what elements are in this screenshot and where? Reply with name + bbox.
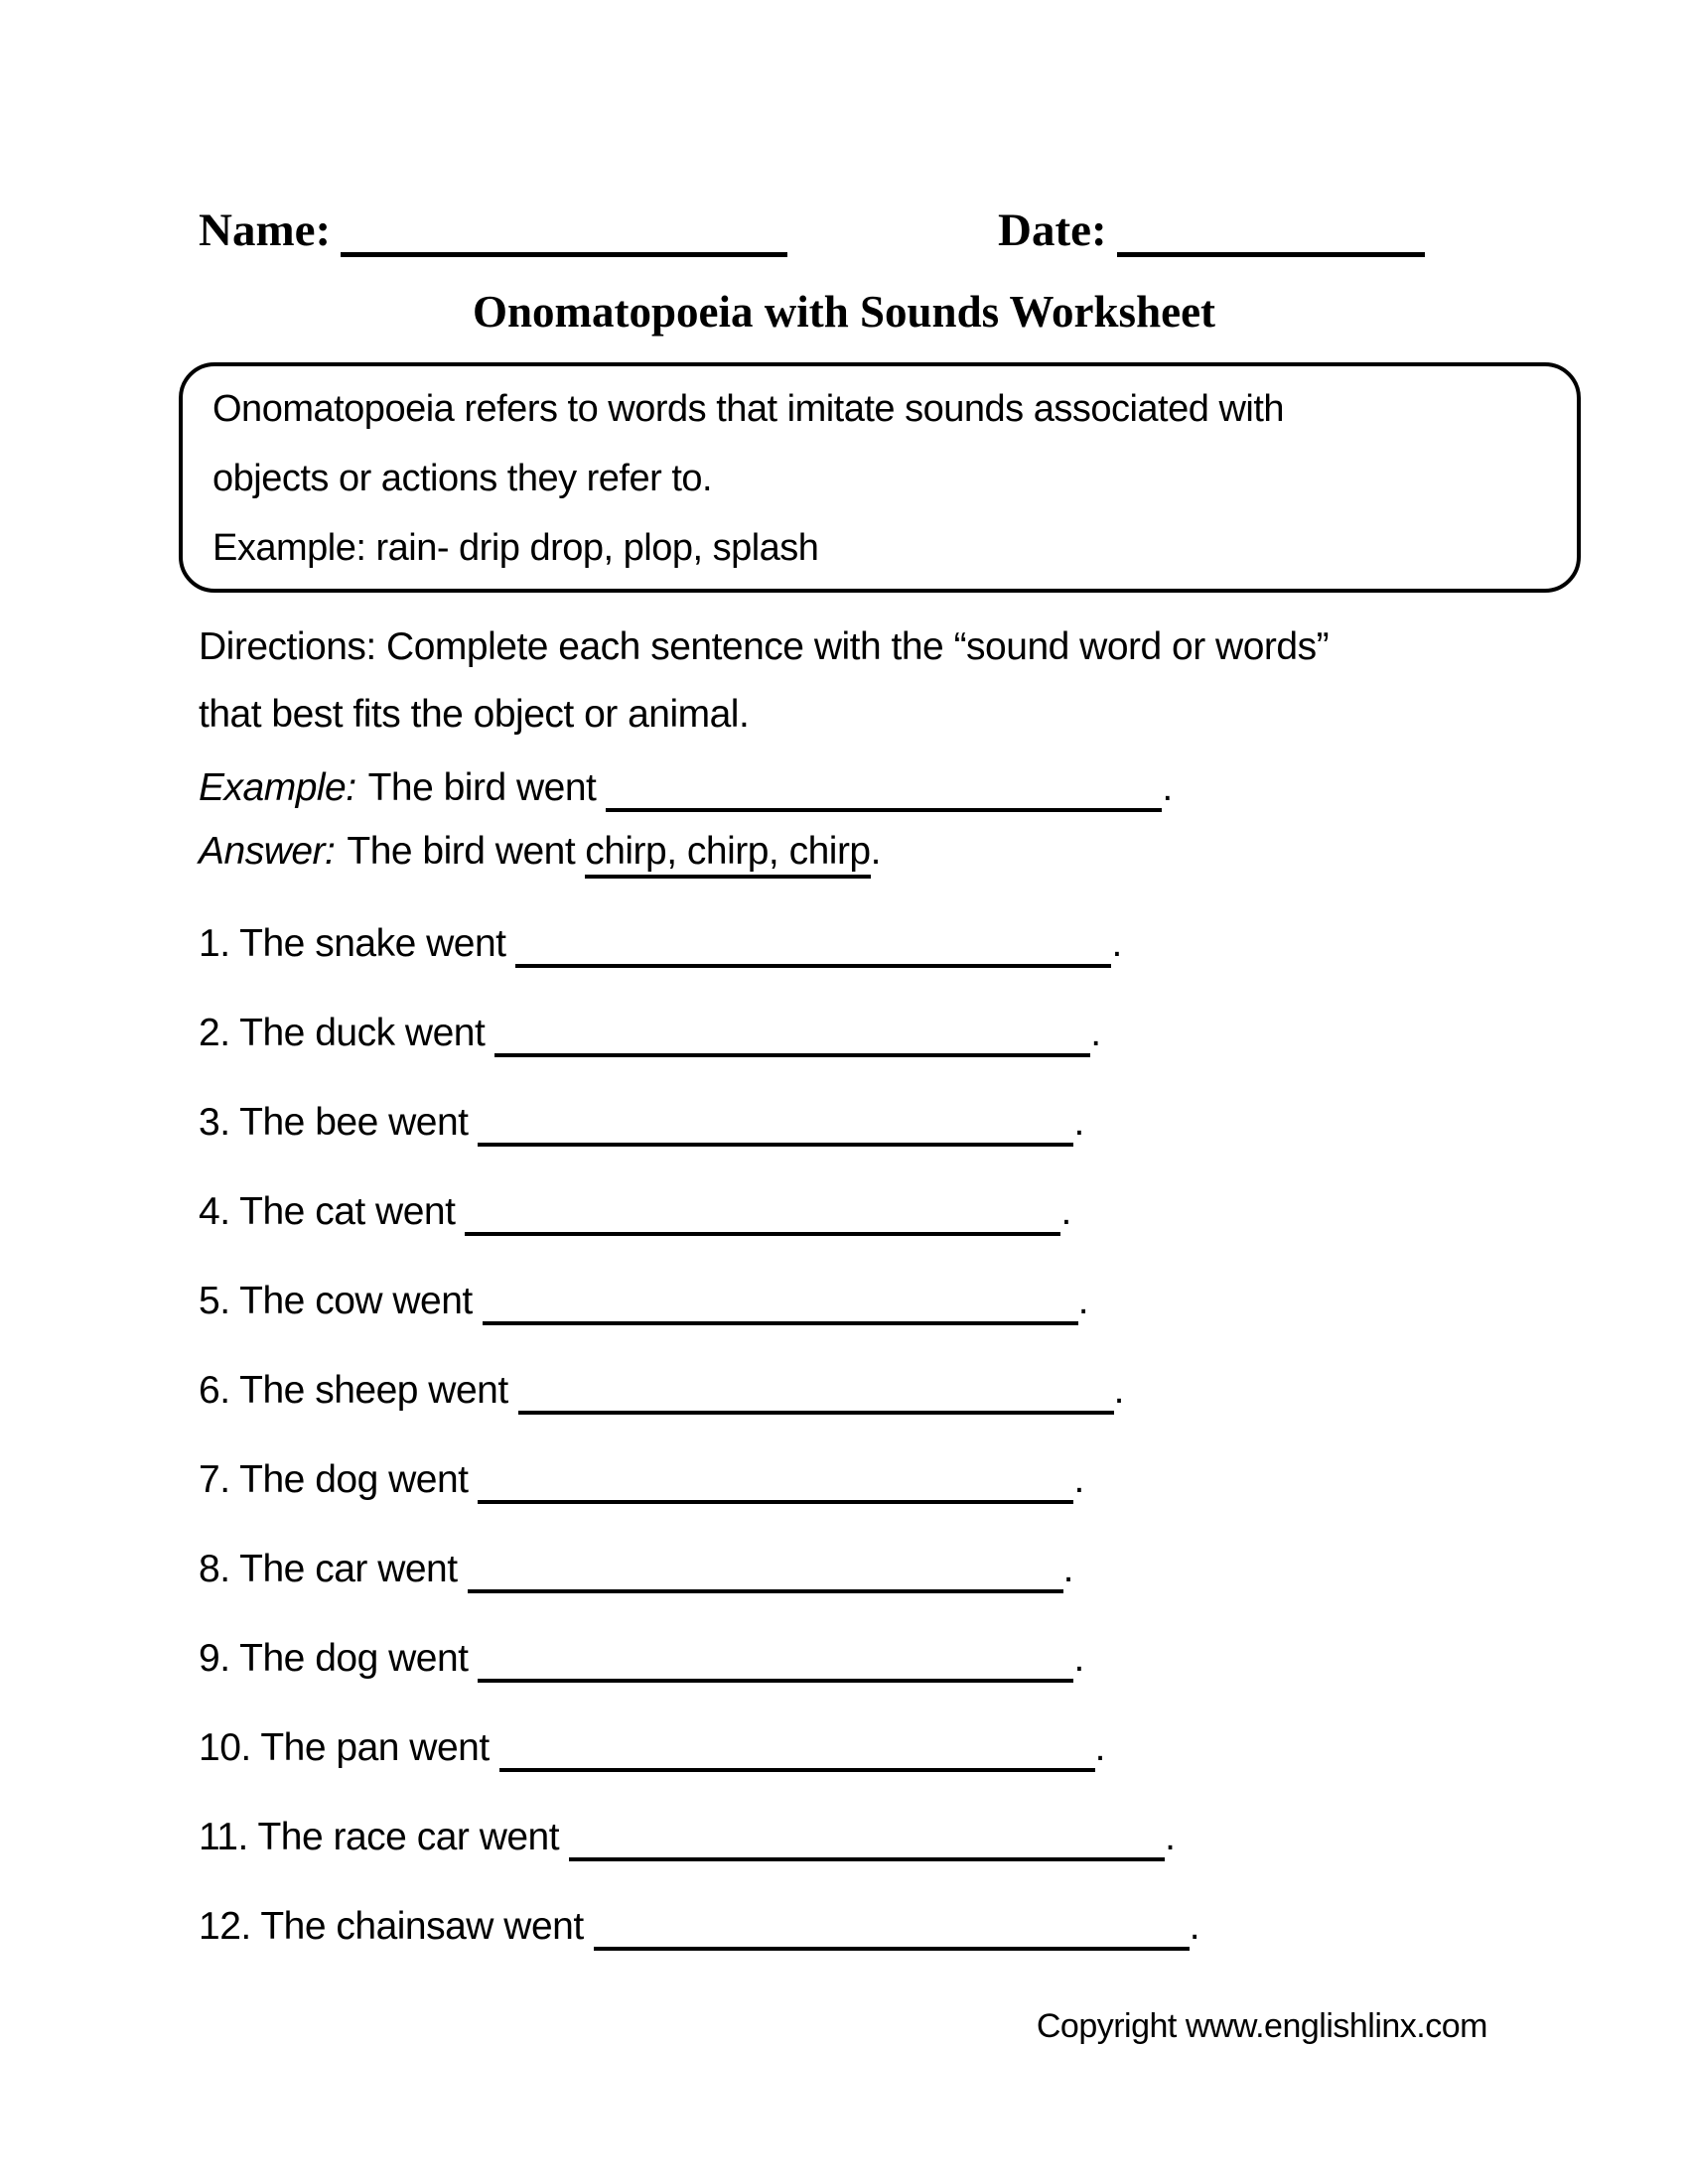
end-period: .: [1073, 1637, 1084, 1680]
item-sentence: 8. The car went: [199, 1548, 458, 1590]
page-title: Onomatopoeia with Sounds Worksheet: [472, 287, 1216, 337]
worksheet-item: [199, 1455, 1589, 1505]
end-period: .: [1090, 1012, 1101, 1054]
worksheet-item: [199, 1277, 1589, 1326]
definition-line: Onomatopoeia refers to words that imitate sounds associated with: [212, 388, 1285, 430]
fill-in-blank: [465, 1232, 1060, 1236]
fill-in-blank: [478, 1679, 1073, 1683]
directions-text: [199, 614, 1549, 749]
example-label: Example:: [199, 766, 356, 809]
definition-line: Example: rain- drip drop, plop, splash: [212, 527, 819, 569]
fill-in-blank: [518, 1411, 1114, 1415]
definition-box: [179, 362, 1581, 593]
name-label: Name:: [199, 205, 332, 256]
date-blank-line: [1117, 252, 1425, 257]
end-period: .: [1165, 1816, 1176, 1858]
fill-in-blank: [499, 1768, 1095, 1772]
end-period: .: [870, 830, 881, 873]
end-period: .: [1073, 1458, 1084, 1501]
name-blank-line: [341, 252, 787, 257]
end-period: .: [1060, 1190, 1071, 1233]
item-sentence: 5. The cow went: [199, 1280, 473, 1322]
end-period: .: [1094, 1726, 1106, 1769]
fill-in-blank: [483, 1321, 1078, 1325]
end-period: .: [1111, 922, 1122, 965]
name-field: [199, 204, 787, 257]
date-field: [998, 204, 1425, 257]
definition-line: objects or actions they refer to.: [212, 458, 713, 499]
worksheet-item: [199, 1723, 1589, 1773]
item-sentence: 1. The snake went: [199, 922, 506, 965]
fill-in-blank: [569, 1857, 1165, 1861]
worksheet-item: [199, 1187, 1589, 1237]
item-sentence: 10. The pan went: [199, 1726, 490, 1769]
item-sentence: 6. The sheep went: [199, 1369, 508, 1412]
fill-in-blank: [478, 1143, 1073, 1147]
fill-in-blank: [478, 1500, 1073, 1504]
worksheet-items: [199, 919, 1589, 1991]
end-period: .: [1062, 1548, 1073, 1590]
fill-in-blank: [594, 1947, 1190, 1951]
item-sentence: 11. The race car went: [199, 1816, 560, 1858]
copyright-text: Copyright www.englishlinx.com: [1036, 2007, 1487, 2045]
item-sentence: 3. The bee went: [199, 1101, 469, 1144]
worksheet-item: [199, 1545, 1589, 1594]
end-period: .: [1113, 1369, 1125, 1412]
worksheet-item: [199, 1813, 1589, 1862]
fill-in-blank: [494, 1053, 1090, 1057]
item-sentence: 9. The dog went: [199, 1637, 469, 1680]
example-sentence: The bird went: [367, 766, 597, 809]
answer-sound-word: chirp, chirp, chirp: [585, 830, 870, 879]
fill-in-blank: [468, 1589, 1063, 1593]
answer-label: Answer:: [199, 830, 336, 873]
answer-sentence: The bird went: [347, 830, 576, 873]
worksheet-item: [199, 1009, 1589, 1058]
item-sentence: 7. The dog went: [199, 1458, 469, 1501]
fill-in-blank: [515, 964, 1111, 968]
directions-line: that best fits the object or animal.: [199, 693, 750, 736]
end-period: .: [1073, 1101, 1084, 1144]
worksheet-item: [199, 1634, 1589, 1684]
answer-row: [199, 830, 881, 874]
worksheet-item: [199, 1902, 1589, 1952]
worksheet-item: [199, 1098, 1589, 1148]
worksheet-item: [199, 1366, 1589, 1416]
example-row: [199, 766, 1173, 812]
fill-in-blank: [606, 808, 1162, 812]
end-period: .: [1077, 1280, 1089, 1322]
item-sentence: 4. The cat went: [199, 1190, 456, 1233]
item-sentence: 2. The duck went: [199, 1012, 486, 1054]
worksheet-item: [199, 919, 1589, 969]
end-period: .: [1189, 1905, 1200, 1948]
end-period: .: [1162, 766, 1173, 809]
date-label: Date:: [998, 205, 1107, 256]
directions-line: Directions: Complete each sentence with the “sound word or words”: [199, 625, 1330, 668]
item-sentence: 12. The chainsaw went: [199, 1905, 584, 1948]
